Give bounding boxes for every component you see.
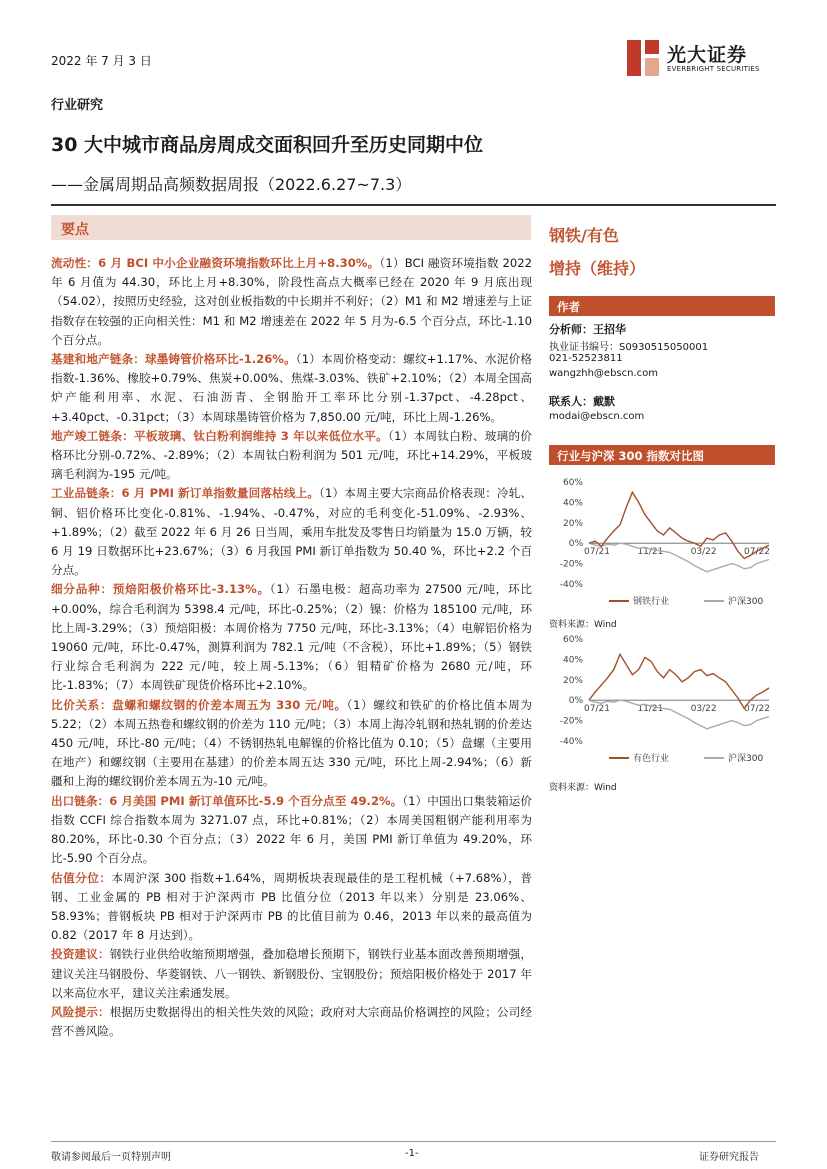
paragraph-infrastructure: [51, 350, 532, 427]
logo-name: 光大证券: [667, 44, 748, 66]
nonferrous-vs-csi300-chart: [549, 633, 775, 773]
rating: 增持（维持）: [549, 259, 646, 278]
paragraph-completion: [51, 427, 532, 485]
footer-disclaimer: 敬请参阅最后一页特别声明: [51, 1152, 171, 1163]
y-tick-label: 60%: [562, 635, 583, 645]
x-tick-label: 07/22: [744, 704, 770, 715]
x-tick-label: 03/22: [690, 704, 717, 715]
steel-vs-csi300-chart: [549, 476, 775, 614]
keypoints-label: 要点: [61, 222, 89, 238]
report-date: 2022 年 7 月 3 日: [51, 54, 152, 68]
series-line: [589, 492, 769, 558]
x-tick-label: 11/21: [637, 547, 664, 558]
paragraph-body: （1）石墨电极：超高功率为 27500 元/吨，环比+0.00%，综合毛利润为 5398.4 元/吨，环比-0.25%；（2）镍：价格为 185100 元/吨，环比上周-3.29%；（3）预焙阳极：本周价格为 7750 元/吨，环比-3.13%；（4）电解铝价格为 19060 元/吨，环比-0.47%，测算利润为 782.1 元/吨（不含税），环比+1.89%；（5）钢铁行业综合毛利润为 222 元/吨，较上周-5.13%；（6）钼精矿价格为 2680 元/吨，环比-1.83%；（7）本周铁矿现货价格环比+2.10%。: [51, 582, 532, 693]
keypoints-body: [51, 254, 532, 1041]
paragraph-body: 钢铁行业供给收缩预期增强，叠加稳增长预期下，钢铁行业基本面改善预期增强，建议关注马钢股份、华菱钢铁、八一钢铁、新钢股份、宝钢股份；预焙阳极价格处于 2017 年以来高位水平，建议关注索通发展。: [51, 947, 532, 1000]
legend-label: 沪深300: [728, 597, 764, 607]
paragraph-head: 风险提示：: [51, 1004, 110, 1019]
y-tick-label: 60%: [562, 478, 583, 488]
header-divider: [51, 204, 776, 206]
y-tick-label: 20%: [562, 518, 583, 529]
y-tick-label: 40%: [562, 655, 583, 666]
paragraph-investment-advice: [51, 945, 532, 1003]
page-number: -1-: [405, 1148, 419, 1159]
logo-icon: [623, 38, 663, 78]
paragraph-price-ratio: [51, 696, 532, 792]
paragraph-body: 根据历史数据得出的相关性失效的风险；政府对大宗商品价格调控的风险；公司经营不善风险。: [51, 1004, 532, 1039]
analyst-name: 分析师：王招华: [549, 323, 626, 336]
logo-english-name: EVERBRIGHT SECURITIES: [667, 65, 760, 73]
keypoints-header: [51, 215, 531, 240]
paragraph-head: 基建和地产链条：球墨铸管价格环比-1.26%。: [51, 352, 296, 367]
chart-header: [549, 445, 775, 465]
x-tick-label: 07/21: [584, 704, 610, 715]
paragraph-head: 流动性：6 月 BCI 中小企业融资环境指数环比上月+8.30%。: [51, 256, 380, 270]
chart-title: 行业与沪深 300 指数对比图: [557, 449, 705, 463]
author-label: 作者: [557, 300, 580, 314]
company-logo: [623, 38, 783, 78]
report-title: 30 大中城市商品房周成交面积回升至历史同期中位: [51, 134, 484, 156]
legend-label: 有色行业: [633, 754, 670, 764]
paragraph-risk: [51, 1003, 532, 1041]
chart-source: 资料来源：Wind: [549, 620, 617, 630]
sector-name: 钢铁/有色: [549, 226, 619, 245]
report-type: 证券研究报告: [699, 1152, 759, 1163]
paragraph-body: （1）本周主要大宗商品价格表现：冷轧、铜、铝价格环比变化-0.81%、-1.94%、-0.47%，对应的毛利变化-51.09%、-2.93%、+1.89%；（2）截至 2022 年 6 月 26 日当周，乘用车批发及零售日均销量为 15.0 万辆，较 6 月 19 日数据环比+23.67%；（3）6 月我国 PMI 新订单指数为 50.40 %，环比+2.2 个百分点。: [51, 486, 533, 578]
y-tick-label: 40%: [562, 498, 583, 509]
legend-label: 沪深300: [728, 754, 764, 764]
paragraph-export: [51, 792, 532, 869]
paragraph-head: 比价关系：盘螺和螺纹钢的价差本周五为 330 元/吨。: [51, 697, 347, 712]
paragraph-head: 地产竣工链条：平板玻璃、钛白粉利润维持 3 年以来低位水平。: [51, 428, 389, 443]
legend-label: 钢铁行业: [633, 597, 670, 607]
report-subtitle: ——金属周期品高频数据周报（2022.6.27~7.3）: [51, 175, 412, 194]
x-tick-label: 07/22: [744, 547, 770, 558]
analyst-license: 执业证书编号：S0930515050001: [549, 342, 709, 353]
y-tick-label: 0%: [568, 696, 583, 707]
paragraph-body: （1）螺纹和铁矿的价格比值本周为 5.22；（2）本周五热卷和螺纹钢的价差为 110 元/吨；（3）本周上海冷轧钢和热轧钢的价差达 450 元/吨，环比-80 元/吨；（4）不锈钢热轧电解镍的价格比值为 0.10；（5）盘螺（主要用在地产）和螺纹钢（主要用在基建）的价差本周五达 330 元/吨，环比上周-2.94%；（6）新疆和上海的螺纹钢价差本周五为-10 元/吨。: [51, 697, 533, 789]
paragraph-head: 细分品种：预焙阳极价格环比-3.13%。: [51, 582, 270, 597]
paragraph-body: （1）中国出口集装箱运价指数 CCFI 综合指数本周为 3271.07 点，环比+0.81%；（2）本周美国粗钢产能利用率为 80.20%，环比-0.30 个百分点；（3）2022 年 6 月，美国 PMI 新订单值为 49.20%，环比-5.90 个百分点。: [51, 793, 533, 866]
author-header: [549, 296, 775, 316]
y-tick-label: 20%: [562, 675, 583, 686]
paragraph-body: 本周沪深 300 指数+1.64%，周期板块表现最佳的是工程机械（+7.68%），普钢、工业金属的 PB 相对于沪深两市 PB 比值分位（2013 年以来）分别是 23.06%、58.93%；普钢板块 PB 相对于沪深两市 PB 的比值目前为 0.46，2013 年以来的最高值为 0.82（2017 年 8 月达到）。: [51, 870, 532, 943]
paragraph-head: 估值分位：: [51, 870, 112, 885]
paragraph-industrial: [51, 484, 532, 580]
analyst-phone: 021-52523811: [549, 353, 623, 364]
y-tick-label: -20%: [559, 559, 583, 570]
footer-divider: [51, 1141, 776, 1142]
paragraph-head: 工业品链条：6 月 PMI 新订单指数量回落枯线上。: [51, 486, 320, 501]
analyst-email[interactable]: wangzhh@ebscn.com: [549, 368, 658, 379]
paragraph-liquidity: [51, 254, 532, 350]
contact-name: 联系人：戴默: [549, 395, 615, 408]
y-tick-label: -40%: [559, 580, 583, 590]
paragraph-body: （1）本周价格变动：螺纹+1.17%、水泥价格指数-1.36%、橡胶+0.79%、焦炭+0.00%、焦煤-3.03%、铁矿+2.10%；（2）本周全国高炉产能利用率、水泥、石油沥青、全钢胎开工率环比分别-1.37pct、-4.28pct、+3.40pct、-0.31pct；（3）本周球墨铸管价格为 7,850.00 元/吨，环比上周-1.26%。: [51, 352, 532, 424]
paragraph-valuation: [51, 869, 532, 946]
paragraph-subcategory: [51, 580, 532, 695]
paragraph-body: （1）BCI 融资环境指数 2022 年 6 月值为 44.30，环比上月+8.30%，阶段性高点大概率已经在 2020 年 9 月底出现（54.02），按照历史经验，这对创业板指数的中长期并不利好；（2）M1 和 M2 增速差与上证指数存在较强的正向相关性：M1 和 M2 增速差在 2022 年 5 月为-6.5 个百分点，环比-1.10 个百分点。: [51, 256, 533, 347]
paragraph-head: 出口链条：6 月美国 PMI 新订单值环比-5.9 个百分点至 49.2%。: [51, 793, 403, 808]
y-tick-label: 0%: [568, 539, 583, 550]
chart-source: 资料来源：Wind: [549, 783, 617, 793]
paragraph-head: 投资建议：: [51, 947, 110, 962]
y-tick-label: -20%: [559, 716, 583, 727]
report-category: 行业研究: [51, 98, 104, 113]
contact-email[interactable]: modai@ebscn.com: [549, 411, 645, 422]
paragraph-body: （1）本周钛白粉、玻璃的价格环比分别-0.72%、-2.89%；（2）本周钛白粉利润为 501 元/吨，环比+14.29%，平板玻璃毛利润为-195 元/吨。: [51, 428, 532, 482]
x-tick-label: 11/21: [637, 704, 664, 715]
x-tick-label: 03/22: [690, 547, 717, 558]
x-tick-label: 07/21: [584, 547, 610, 558]
y-tick-label: -40%: [559, 737, 583, 747]
series-line: [589, 543, 769, 572]
